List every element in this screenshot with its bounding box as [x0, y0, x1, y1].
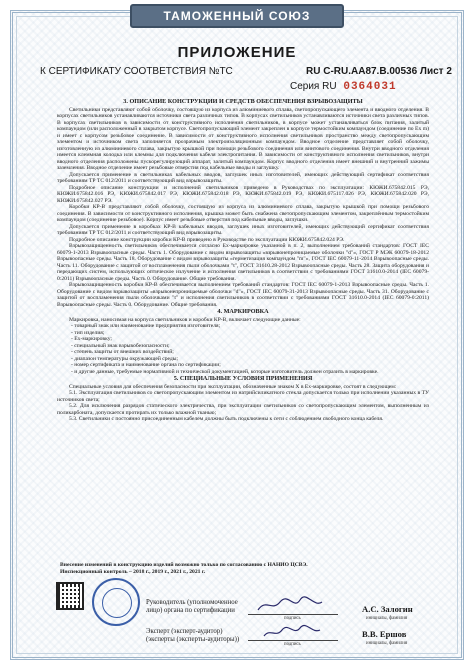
section3-heading: 3. ОПИСАНИЕ КОНСТРУКЦИИ И СРЕДСТВ ОБЕСПЕЧЕНИЯ ВЗРЫВОЗАЩИТЫ: [123, 98, 363, 105]
series-label: Серия RU: [290, 81, 337, 92]
section3-paragraph: Коробки КР-В представляют собой оболочку, состоящую из корпуса из алюминиевого сплава, закрытую крышкой при помощи резьбового соединения. В зависимости от конструктивного исполнения, крышка может быть снабжена светопропускающим элементом, закреплённым термостойким компаундом (соединение резьбовое). Корпус имеет резьбовые отверстия под кабельные вводы, заглушки.: [57, 204, 429, 223]
series-number: 0364031: [343, 81, 397, 93]
section5-paragraph: 5.3. Светильники с постоянно присоединенным кабелем должны быть подключены к сети с соблюдением свободного конца кабеля.: [69, 416, 384, 422]
marking-list-item: - товарный знак или наименование предприятия изготовителя;: [71, 323, 221, 329]
stamp-seal-icon: [92, 578, 140, 626]
head-signature-caption: подпись: [284, 616, 301, 621]
qr-code-icon: [56, 582, 84, 610]
modification-note: Внесение изменений в конструкцию изделий возможно только по согласованию с НАНИО ЦСВЭ.: [60, 562, 308, 568]
footer-notes: [60, 562, 420, 575]
page-title: ПРИЛОЖЕНИЕ: [177, 44, 297, 61]
head-signature-line: [248, 614, 338, 615]
head-name: А.С. Залогин: [362, 604, 413, 614]
marking-list-item: - номер сертификата и наименование органа по сертификации;: [71, 362, 221, 368]
expert-label: Эксперт (эксперт-аудитор) (эксперты (эксперты-аудиторы)): [146, 628, 240, 643]
expert-signature-caption: подпись: [284, 642, 301, 647]
section3-paragraph: Взрывозащищенность светильников обеспечивается согласно Ex-маркировке указанной в п. 2, выполнением требований стандартов: ГОСТ IEC 60079-1-2013 Взрывоопасные среды. Часть 1. Оборудование с видом взрывозащиты «взрывонепроницаемые оболочки "d"», ГОСТ Р МЭК 60079-18-2012 Взрывоопасные среды. Часть 18. Оборудование с видом взрывозащиты «герметизация компаундом "m"», ГОСТ IEC 60079-11-2014 Взрывоопасные среды. Часть 11. Оборудование с защитой от воспламенения пыли оболочками "t", ГОСТ 31610.28-2012 Взрывоопасные среды. Часть 28. Защита оборудования и передающих систем, использующих оптическое излучение и исполнения светильников в соответствии с требованиями ГОСТ 31610.0-2014 (IEC 60079-0:2011) Взрывоопасные среды. Часть 0. Оборудование. Общие требования.: [57, 243, 429, 282]
section5-heading: 5. СПЕЦИАЛЬНЫЕ УСЛОВИЯ ПРИМЕНЕНИЯ: [173, 375, 313, 382]
document-body: [57, 98, 429, 423]
head-name-caption: инициалы, фамилия: [366, 616, 408, 621]
section5-paragraph: 5.1. Эксплуатация светильников со светопропускающим элементом из натрийсиликатного стекла допускается только при исполнении указанных в ТУ источников света;: [57, 390, 429, 403]
section3-paragraph: Допускается применение в коробках КР-В кабельных вводов, заглушек иных изготовителей, имеющих действующий сертификат соответствия требованиям ТР ТС 012/2011 и соответствующий вид взрывозащиты.: [57, 223, 429, 236]
series-line: [290, 81, 397, 93]
marking-list-item: - тип изделия;: [71, 329, 105, 336]
expert-signature-icon: [262, 624, 322, 640]
section5-paragraph: Специальные условия для обеспечения безопасности при эксплуатации, обозначенные знаком X в Ex-маркировке, состоят в следующем:: [69, 383, 397, 390]
marking-list-item: - и другие данные, требуемые нормативной и технической документацией, которые изготовитель должен отразить в маркировке.: [71, 368, 379, 375]
section5-paragraph: 5.2. Для исключения разрядов статического электричества, при эксплуатации светильников со светопропускающим элементом, выполненным из поликарбоната, допускается протирать их только влажной тканью;: [57, 403, 429, 416]
section3-paragraph: Светильники представляют собой оболочку, состоящую из корпуса из алюминиевого сплава, светопропускающего элемента и вводного отделения. В корпусах светильников устанавливаются источники света различных типов. В корпусах светильников устанавливаются источники света различных типов. В корпусах светильников в зависимости от конструктивного исполнения светильников, в корпусе может устанавливаться блок питания, залитый компаундом (или расположенный в закрытом корпусе. Светопропускающий элемент закреплен в корпусе термостойким компаундом (соединение по Ex m) и имеет с корпусом резьбовое соединение. В зависимости от конструктивного исполнения светильников пространство между светопропускающим элементом и источником света заполняется прозрачным электроизоляционным компаундом. Вводное отделение представляет собой оболочку, изготовленную из алюминиевого сплава, закрытую крышкой при помощи резьбового соединения или винтового соединения. Внутри вводного отделения имеется клеммная колодка или клеммы для подключения кабеля электропитания. В зависимости от конструктивного исполнения светильников, внутри вводного отделения расположены пускорегулирующий аппарат, залитый компаундом. Корпус вводного отделения имеет внешний и внутренний зажимы заземления. Вводное отделение имеет резьбовые отверстия под кабельные вводы и заглушку.: [57, 106, 429, 171]
expert-name-caption: инициалы, фамилия: [366, 641, 408, 646]
expert-name: В.В. Ершов: [362, 629, 407, 639]
section3-paragraph: Подробное описание конструкции коробки КР-В приведено в Руководстве по эксплуатации КЮЖИ.675842.024 РЭ.: [69, 236, 345, 243]
page-subtitle: К СЕРТИФИКАТУ СООТВЕТСТВИЯ №ТС: [40, 66, 233, 77]
certificate-number: RU C-RU.AA87.B.00536 Лист 2: [306, 66, 452, 77]
marking-list-item: - Ex-маркировку;: [71, 336, 112, 342]
marking-list-item: - специальный знак взрывобезопасности;: [71, 342, 170, 349]
marking-list-item: - диапазон температуры окружающей среды;: [71, 355, 179, 362]
head-of-body-label: Руководитель (уполномоченное лицо) органа по сертификации: [146, 599, 238, 614]
marking-list-item: - степень защиты от внешних воздействий;: [71, 349, 174, 355]
expert-signature-line: [248, 640, 338, 641]
banner-text: ТАМОЖЕННЫЙ СОЮЗ: [163, 9, 311, 23]
section4-intro: Маркировка, наносимая на корпуса светильников и коробки КР-В, включает следующие данные:: [69, 316, 301, 323]
head-signature-icon: [256, 596, 326, 614]
section3-paragraph: Взрывозащищенность коробки КР-В обеспечивается выполнением требований стандартов: ГОСТ IEC 60079-1-2013 Взрывоопасные среды. Часть 1. Оборудование с видом взрывозащиты «взрывонепроницаемые оболочки "d"», ГОСТ IEC 60079-31-2013 Взрывоопасные среды. Часть 31. Оборудование с защитой от воспламенения пыли оболочками "t" и исполнения светильников в соответствии с требованиями ГОСТ 31610.0-2014 (IEC 60079-0:2011) Взрывоопасные среды. Часть 0. Оборудование. Общие требования.: [57, 282, 429, 308]
section4-heading: 4. МАРКИРОВКА: [217, 308, 269, 315]
customs-union-banner: [130, 4, 344, 28]
section3-paragraph: Допускается применение в светильниках кабельных вводов, заглушек иных изготовителей, имеющих действующий сертификат соответствия требованиям ТР ТС 012/2011 и соответствующий вид взрывозащиты.: [57, 171, 429, 184]
inspection-note: Инспекционный контроль – 2018 г., 2019 г., 2021 г., 2021 г.: [60, 568, 206, 575]
section3-paragraph: Подробное описание конструкции и исполнений светильников приведено в Руководствах по эксплуатации: КЮЖИ.675842.015 РЭ, КЮЖИ.675842.016 РЭ, КЮЖИ.675842.017 РЭ, КЮЖИ.675842.018 РЭ, КЮЖИ.675842.019 РЭ, КЮЖИ.675117.026 РЭ, КЮЖИ.675842.020 РЭ, КЮЖИ.675842.027 РЭ.: [57, 184, 429, 204]
